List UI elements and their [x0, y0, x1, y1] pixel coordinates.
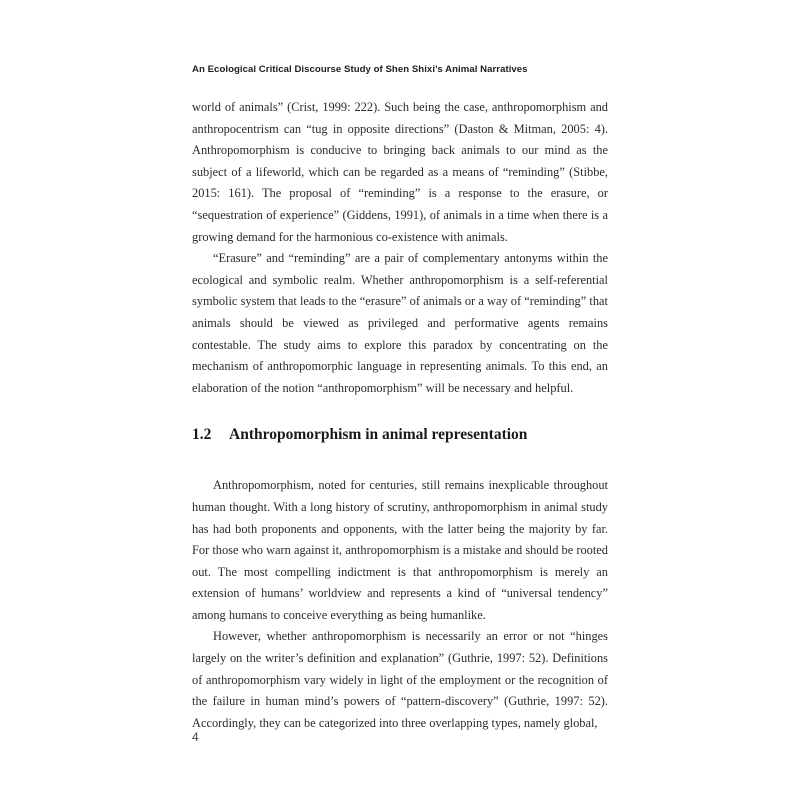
- paragraph-continued: world of animals” (Crist, 1999: 222). Such being the case, anthropomorphism and anthropocentrism can “tug in opposite directions” (Daston & Mitman, 2005: 4). Anthropomorphism is conducive to bringing back animals to our mind as the subject of a lifeworld, which can be regarded as a means of “reminding” (Stibbe, 2015: 161). The proposal of “reminding” is a response to the erasure, or “sequestration of experience” (Giddens, 1991), of animals in a time when there is a growing demand for the harmonious co-existence with animals.: [192, 100, 608, 244]
- section-title: Anthropomorphism in animal representation: [229, 426, 528, 444]
- section-heading: [192, 424, 608, 446]
- running-head: An Ecological Critical Discourse Study of Shen Shixi’s Animal Narratives: [192, 64, 528, 75]
- paragraph-anthropomorphism-history: Anthropomorphism, noted for centuries, still remains inexplicable throughout human thought. With a long history of scrutiny, anthropomorphism in animal study has had both proponents and opponents, with the latter being the majority by far. For those who warn against it, anthropomorphism is a mistake and should be rooted out. The most compelling indictment is that anthropomorphism is merely an extension of humans’ worldview and represents a kind of “universal tendency” among humans to conceive everything as being humanlike.: [192, 478, 608, 622]
- paragraph-definitions: However, whether anthropomorphism is necessarily an error or not “hinges largely on the writer’s definition and explanation” (Guthrie, 1997: 52). Definitions of anthropomorphism vary widely in light of the employment or the recognition of the failure in human mind’s powers of “pattern-discovery” (Guthrie, 1997: 52). Accordingly, they can be categorized into three overlapping types, namely global,: [192, 629, 608, 730]
- body-text: [192, 97, 608, 734]
- page-number: 4: [192, 730, 199, 744]
- section-number: 1.2: [192, 426, 212, 444]
- paragraph-erasure-reminding: “Erasure” and “reminding” are a pair of complementary antonyms within the ecological and symbolic realm. Whether anthropomorphism is a self-referential symbolic system that leads to the “erasure” of animals or a way of “reminding” that animals should be viewed as privileged and performative agents remains contestable. The study aims to explore this paradox by concentrating on the mechanism of anthropomorphic language in representing animals. To this end, an elaboration of the notion “anthropomorphism” will be necessary and helpful.: [192, 251, 608, 395]
